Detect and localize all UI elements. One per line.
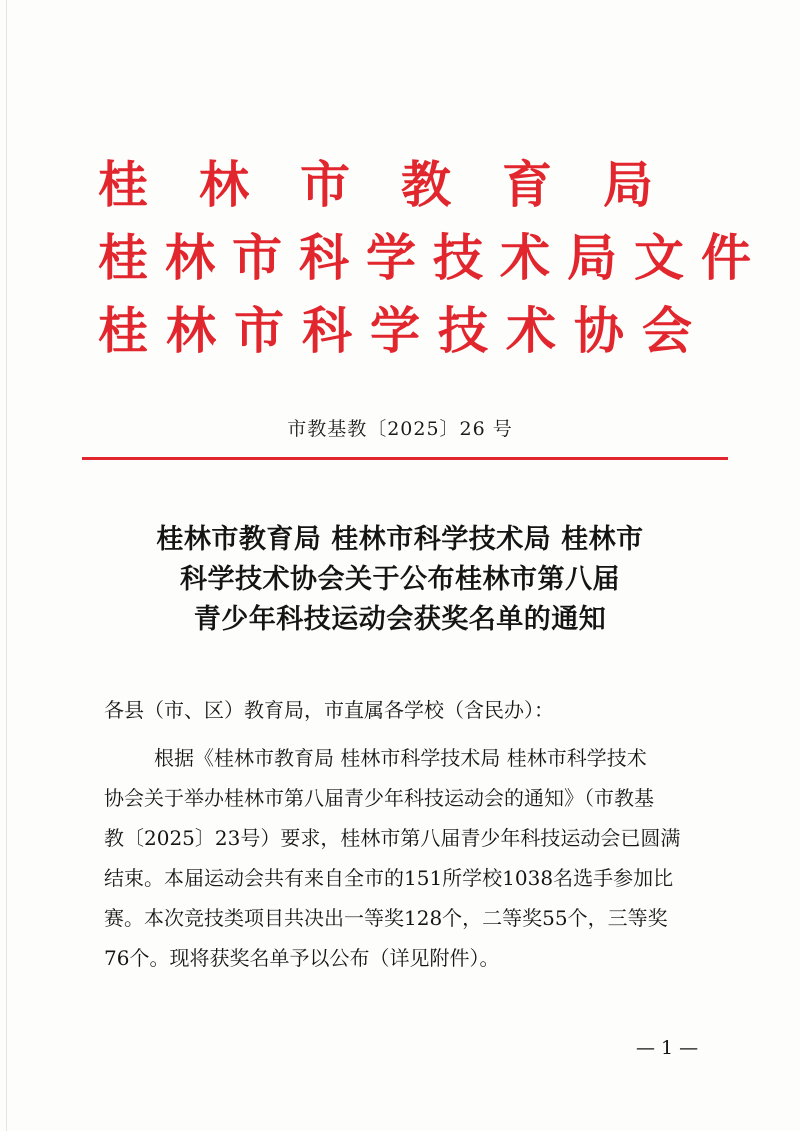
body-line: 协会关于举办桂林市第八届青少年科技运动会的通知》（市教基	[104, 786, 654, 810]
red-divider-rule	[82, 457, 728, 460]
title-line: 科学技术协会关于公布桂林市第八届	[180, 564, 620, 595]
issuer-science-technology-bureau: 桂林市科学技术局文件	[98, 229, 768, 287]
body-line: 结束。本届运动会共有来自全市的151所学校1038名选手参加比	[104, 866, 674, 890]
body-line: 赛。本次竞技类项目共决出一等奖128个，二等奖55个，三等奖	[104, 906, 668, 930]
title-line: 青少年科技运动会获奖名单的通知	[193, 604, 607, 635]
body-line: 根据《桂林市教育局 桂林市科学技术局 桂林市科学技术	[154, 746, 647, 770]
body-line: 76个。现将获奖名单予以公布（详见附件）。	[104, 946, 500, 970]
salutation: 各县（市、区）教育局，市直属各学校（含民办）：	[104, 698, 554, 722]
issuer-science-technology-association: 桂林市科学技术协会	[98, 302, 710, 360]
body-paragraph	[104, 738, 744, 978]
issuer-education-bureau: 桂林市教育局	[98, 156, 704, 214]
document-number: 市教基教〔2025〕26 号	[287, 418, 513, 440]
page-number: — 1 —	[636, 1037, 699, 1059]
body-line: 教〔2025〕23号）要求，桂林市第八届青少年科技运动会已圆满	[104, 826, 681, 850]
title-line: 桂林市教育局 桂林市科学技术局 桂林市	[156, 524, 644, 555]
document-title	[0, 520, 800, 640]
